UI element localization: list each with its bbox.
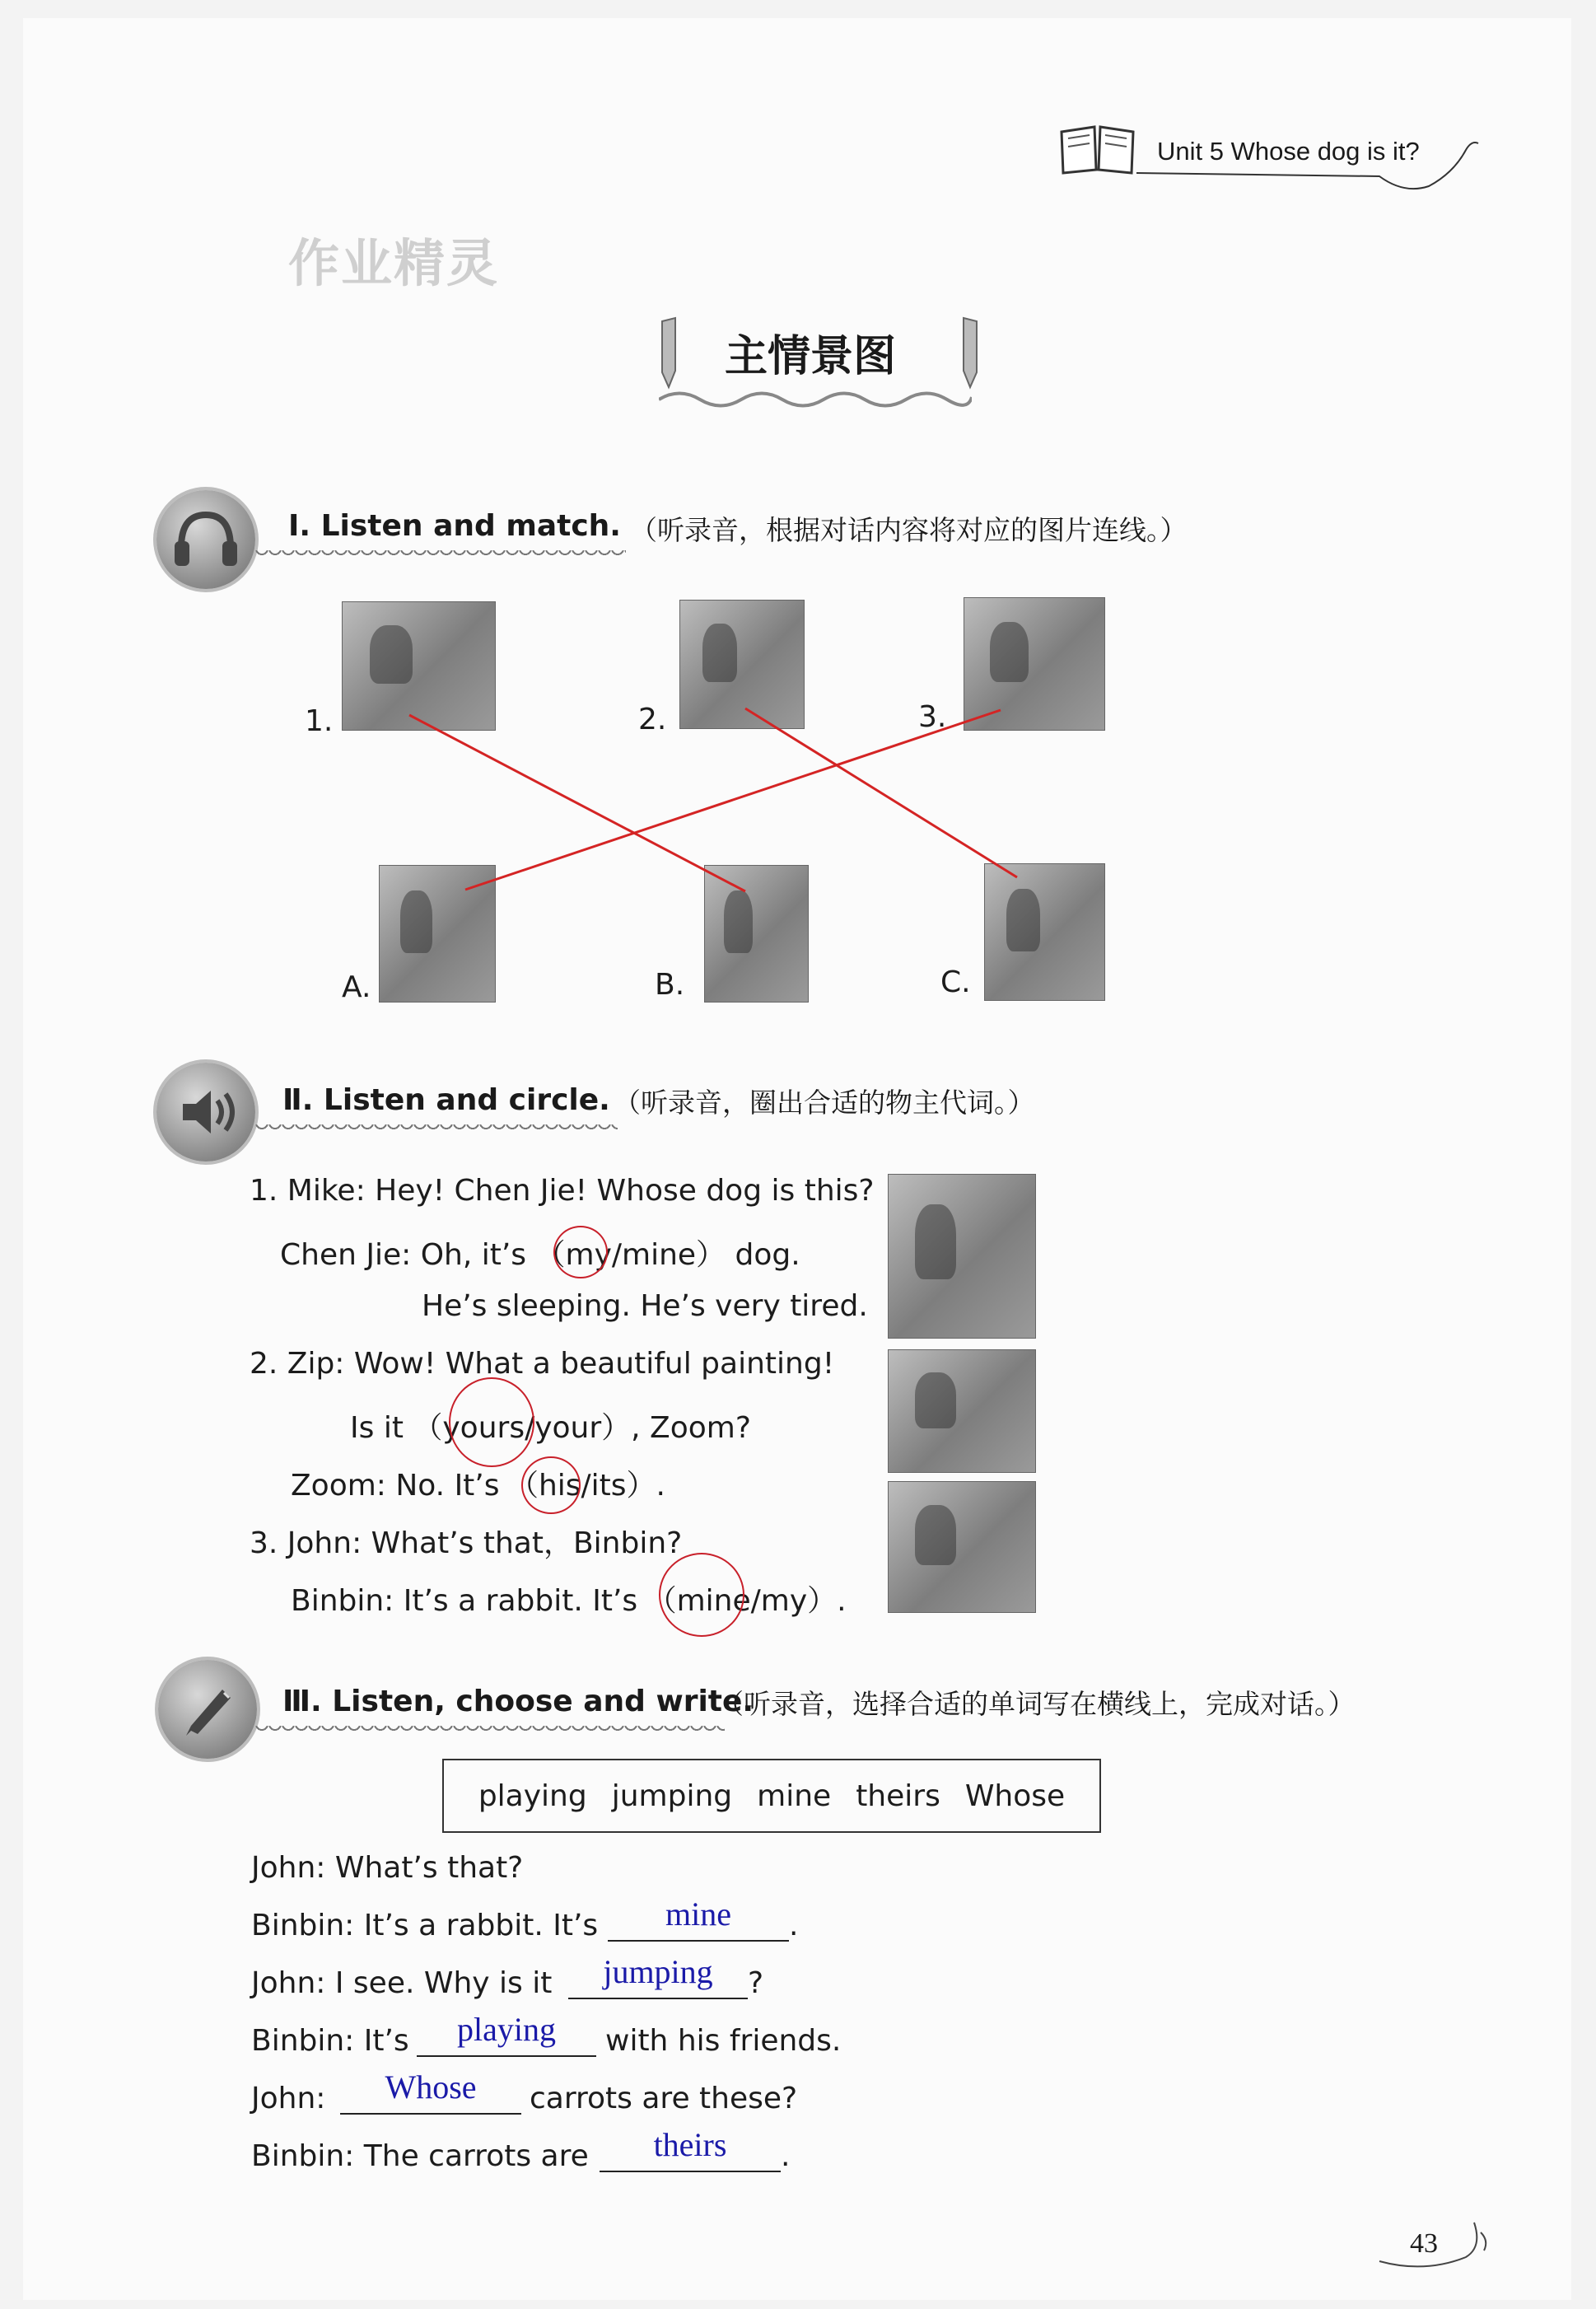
match-line-2-C [745,708,1017,877]
fill-line-4: Binbin: It’s [251,2024,409,2058]
circle-mine [659,1553,744,1637]
fill-line-3: John: I see. Why is it [251,1966,553,2000]
match-lines [0,0,1596,1071]
section-banner-title: 主情景图 [725,332,897,381]
word-bank-box [442,1759,1101,1833]
answer-5: Whose [385,2068,477,2106]
fill-line-6-after: . [781,2139,791,2173]
circle-his [521,1456,581,1514]
label-B: B. [655,968,685,1002]
page-number-swoosh [1375,2216,1499,2274]
section2-hint: （听录音，圈出合适的物主代词。） [614,1087,1035,1119]
blank-3 [568,1998,748,1999]
word-bank-item: mine [757,1778,832,1813]
section3-title: Ⅲ. Listen, choose and write. [282,1685,754,1718]
blank-6 [600,2171,781,2172]
circle-yours [449,1377,534,1467]
dialogue-line-3: He’s sleeping. He’s very tired. [422,1289,868,1323]
blank-2 [608,1940,789,1942]
section1-title: Ⅰ. Listen and match. [288,509,621,543]
pencil-icon [158,1660,257,1759]
answer-2: mine [665,1895,731,1933]
answer-6: theirs [653,2126,727,2163]
circle-my [553,1226,608,1278]
word-bank-item: jumping [611,1778,733,1813]
dialogue-line-5: Is it （yours/your）, Zoom? [350,1411,751,1445]
dialogue-line-1: 1. Mike: Hey! Chen Jie! Whose dog is this? [250,1174,875,1208]
dialogue-line-7: 3. John: What’s that，Binbin? [250,1526,683,1560]
label-1: 1. [305,704,334,738]
word-bank-item: theirs [856,1778,940,1813]
fill-line-3-after: ? [748,1966,764,2000]
dialogue-line-6: Zoom: No. It’s （his/its）. [291,1469,665,1503]
fill-line-1: John: What’s that? [251,1851,524,1885]
section1-hint: （听录音，根据对话内容将对应的图片连线。） [630,514,1188,546]
dialogue-line-4: 2. Zip: Wow! What a beautiful painting! [250,1347,835,1381]
fill-line-2-after: . [789,1909,799,1942]
fill-line-4-after: with his friends. [605,2024,842,2058]
fill-line-5-after: carrots are these? [530,2082,798,2115]
fill-line-6: Binbin: The carrots are [251,2139,589,2173]
answer-3: jumping [603,1953,713,1990]
label-C: C. [940,965,971,999]
speaker-icon [156,1063,255,1162]
unit-label: Unit 5 Whose dog is it? [1157,137,1420,166]
dialogue-line-2: Chen Jie: Oh, it’s （my/mine） dog. [280,1238,800,1272]
fill-line-2: Binbin: It’s a rabbit. It’s [251,1909,599,1942]
dialogue-picture-2 [888,1349,1036,1473]
match-line-3-A [465,710,1001,890]
dialogue-picture-3 [888,1481,1036,1613]
section3-underline [255,1726,725,1734]
match-line-1-B [409,715,745,891]
section2-underline [255,1124,618,1133]
label-2: 2. [638,703,667,736]
word-bank-item: Whose [964,1778,1066,1813]
watermark: 作业精灵 [288,233,500,293]
label-3: 3. [918,700,947,734]
dialogue-picture-1 [888,1174,1036,1339]
dialogue-line-8: Binbin: It’s a rabbit. It’s （mine/my）. [291,1584,847,1618]
blank-4 [417,2055,596,2057]
answer-4: playing [457,2011,556,2048]
word-bank-item: playing [478,1778,587,1813]
blank-5 [340,2113,521,2115]
section3-hint: （听录音，选择合适的单词写在横线上，完成对话。） [716,1688,1356,1720]
label-A: A. [342,970,371,1004]
page-number: 43 [1410,2228,1438,2259]
section2-title: Ⅱ. Listen and circle. [282,1083,610,1117]
fill-line-5: John: [251,2082,326,2115]
